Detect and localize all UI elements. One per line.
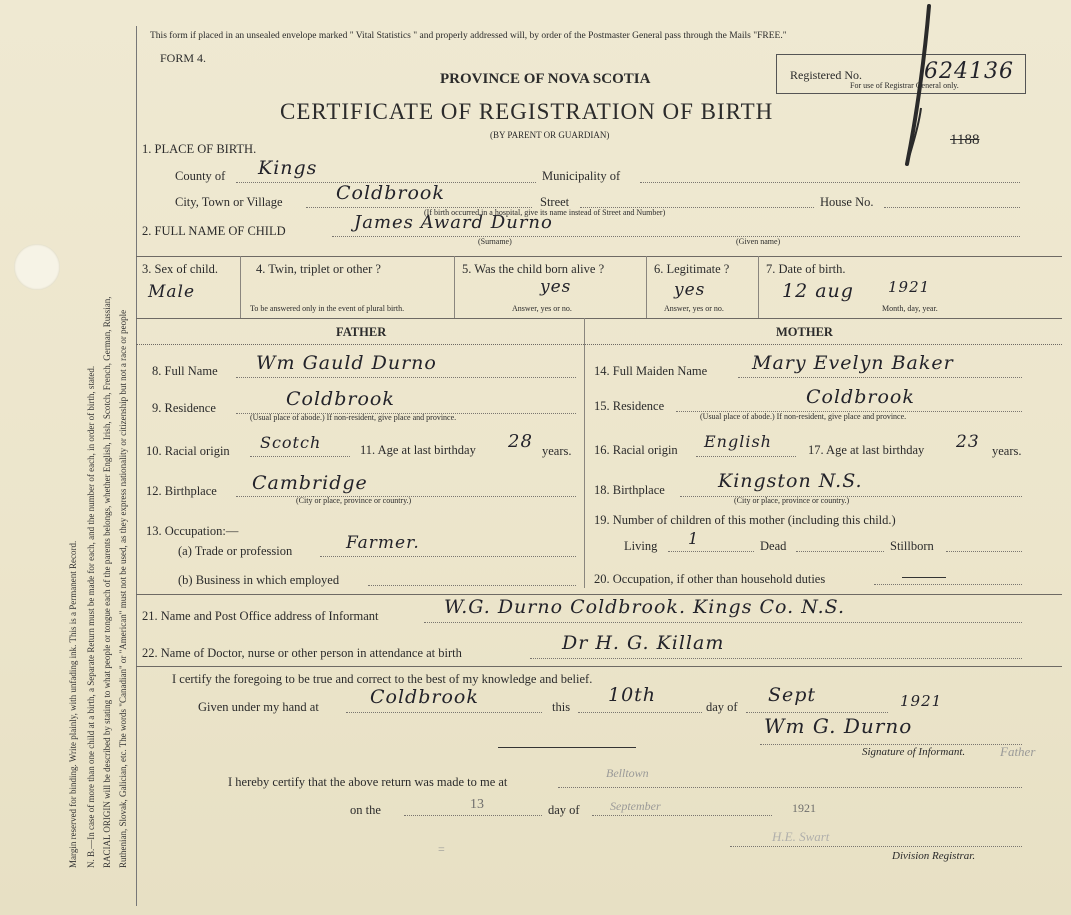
doctor-label: 22. Name of Doctor, nurse or other person in attendance at birth (142, 646, 462, 660)
date-of-birth-year: 1921 (888, 278, 931, 296)
margin-note-racial-origin-cont: Ruthenian, Slovak, Galician, etc. The words "Canadian" or "American" must not be used, as they express nationality or citizenship but not a race or people (118, 309, 128, 868)
struck-number: 1188 (950, 132, 980, 148)
father-birthplace-label: 12. Birthplace (146, 484, 217, 498)
legitimate-value: yes (674, 280, 706, 300)
father-trade-value: Farmer. (346, 533, 420, 553)
mother-name-value: Mary Evelyn Baker (752, 352, 954, 374)
children-count-label: 19. Number of children of this mother (including this child.) (594, 513, 896, 527)
registered-number-label: Registered No. (790, 68, 862, 82)
informant-value: W.G. Durno Coldbrook. Kings Co. N.S. (444, 596, 846, 618)
punch-hole (14, 244, 60, 290)
place-of-birth-section: 1. PLACE OF BIRTH. (142, 142, 257, 156)
county-label: County of (175, 169, 226, 183)
stillborn-label: Stillborn (890, 539, 934, 553)
born-alive-value: yes (540, 277, 572, 297)
province-heading: PROVINCE OF NOVA SCOTIA (440, 71, 651, 87)
twin-label: 4. Twin, triplet or other ? (256, 262, 381, 276)
municipality-label: Municipality of (542, 169, 621, 183)
certify-month-value: Sept (768, 684, 817, 706)
mother-race-label: 16. Racial origin (594, 443, 678, 457)
father-age-label: 11. Age at last birthday (360, 443, 476, 457)
given-place-value: Coldbrook (370, 686, 479, 708)
city-value: Coldbrook (336, 182, 445, 204)
sex-value: Male (148, 282, 196, 302)
hospital-note: (If birth occurred in a hospital, give its name instead of Street and Number) (424, 208, 666, 217)
mother-name-label: 14. Full Maiden Name (594, 364, 708, 378)
form-number: FORM 4. (160, 51, 207, 65)
mother-birthplace-note: (City or place, province or country.) (734, 496, 850, 505)
mother-age-label: 17. Age at last birthday (808, 443, 925, 457)
registrar-day-value: 13 (470, 797, 484, 812)
father-residence-note: (Usual place of abode.) If non-resident, give place and province. (250, 413, 457, 422)
father-race-value: Scotch (260, 433, 322, 452)
pen-stroke-mark (895, 4, 945, 174)
father-heading: FATHER (336, 325, 387, 339)
city-label: City, Town or Village (175, 195, 283, 209)
living-label: Living (624, 539, 658, 553)
informant-role-pencil: Father (1000, 744, 1036, 759)
certificate-subtitle: (BY PARENT OR GUARDIAN) (490, 130, 610, 140)
father-age-unit: years. (542, 444, 572, 458)
registrar-day-of-label: day of (548, 803, 580, 817)
county-value: Kings (258, 157, 318, 179)
date-of-birth-label: 7. Date of birth. (766, 262, 846, 276)
certificate-title: CERTIFICATE OF REGISTRATION OF BIRTH (280, 99, 774, 124)
mother-age-value: 23 (956, 432, 980, 452)
certify-statement: I certify the foregoing to be true and correct to the best of my knowledge and belief. (172, 672, 593, 686)
born-alive-label: 5. Was the child born alive ? (462, 262, 605, 276)
twin-note: To be answered only in the event of plural birth. (250, 304, 405, 313)
registrar-use-note: For use of Registrar General only. (850, 81, 959, 90)
mother-heading: MOTHER (776, 325, 833, 339)
father-birthplace-value: Cambridge (252, 472, 368, 494)
born-alive-note: Answer, yes or no. (512, 304, 572, 313)
father-race-label: 10. Racial origin (146, 444, 230, 458)
mother-birthplace-value: Kingston N.S. (718, 470, 863, 492)
father-residence-value: Coldbrook (286, 388, 395, 410)
legitimate-note: Answer, yes or no. (664, 304, 724, 313)
certification-divider (498, 747, 636, 748)
pencil-mark: = (438, 842, 445, 856)
street-label: Street (540, 195, 570, 209)
certify-year-value: 1921 (900, 692, 943, 710)
child-name-value: James Award Durno (354, 212, 553, 233)
given-under-label: Given under my hand at (198, 700, 319, 714)
given-name-note: (Given name) (736, 237, 781, 246)
surname-note: (Surname) (478, 237, 512, 246)
father-name-value: Wm Gauld Durno (256, 352, 437, 374)
mother-residence-note: (Usual place of abode.) If non-resident, give place and province. (700, 412, 907, 421)
father-birthplace-note: (City or place, province or country.) (296, 496, 412, 505)
legitimate-label: 6. Legitimate ? (654, 262, 730, 276)
informant-signature-label: Signature of Informant. (862, 746, 966, 758)
father-trade-label: (a) Trade or profession (178, 544, 293, 558)
living-value: 1 (688, 529, 700, 548)
dead-label: Dead (760, 539, 787, 553)
father-name-label: 8. Full Name (152, 364, 218, 378)
father-occupation-label: 13. Occupation:— (146, 524, 239, 538)
registrar-month-value: September (610, 799, 661, 813)
margin-note-racial-origin: RACIAL ORIGIN will be described by stating to what people or tongue each of the parents belongs, whether English, Irish, Scotch, French, German, Russian, (102, 296, 112, 868)
date-of-birth-note: Month, day, year. (882, 304, 938, 313)
this-label: this (552, 700, 571, 714)
father-age-value: 28 (508, 431, 533, 452)
registrar-year-value: 1921 (792, 801, 816, 815)
registered-number-value: 624136 (924, 59, 1014, 84)
margin-note-multiple-births: N. B.—In case of more than one child at a birth, a Separate Return must be made for each, and the number of each, in order of birth, stated. (86, 365, 96, 868)
date-of-birth-value: 12 aug (782, 280, 854, 302)
mother-residence-value: Coldbrook (806, 386, 915, 408)
doctor-value: Dr H. G. Killam (562, 632, 725, 654)
mother-residence-label: 15. Residence (594, 399, 665, 413)
registrar-signature: H.E. Swart (772, 829, 830, 844)
house-number-label: House No. (820, 195, 874, 209)
mother-age-unit: years. (992, 444, 1022, 458)
father-residence-label: 9. Residence (152, 401, 216, 415)
registrar-certify-statement: I hereby certify that the above return was made to me at (228, 775, 508, 789)
mail-notice: This form if placed in an unsealed envelope marked " Vital Statistics " and properly addressed will, by order of the Postmaster General pass through the Mails "FREE." (150, 31, 787, 41)
father-business-label: (b) Business in which employed (178, 573, 340, 587)
informant-label: 21. Name and Post Office address of Informant (142, 609, 379, 623)
mother-race-value: English (704, 432, 772, 451)
mother-birthplace-label: 18. Birthplace (594, 483, 665, 497)
informant-signature: Wm G. Durno (764, 714, 913, 738)
registrar-on-label: on the (350, 803, 381, 817)
margin-note-binding: Margin reserved for binding. Write plainly, with unfading ink. This is a Permanent Record. (68, 540, 78, 868)
mother-occupation-dash (902, 577, 946, 578)
sex-label: 3. Sex of child. (142, 262, 219, 276)
child-name-label: 2. FULL NAME OF CHILD (142, 224, 286, 238)
day-of-label: day of (706, 700, 738, 714)
certify-day-value: 10th (608, 684, 657, 706)
registrar-place-value: Belltown (606, 766, 649, 780)
mother-occupation-label: 20. Occupation, if other than household duties (594, 572, 826, 586)
division-registrar-label: Division Registrar. (892, 850, 976, 862)
